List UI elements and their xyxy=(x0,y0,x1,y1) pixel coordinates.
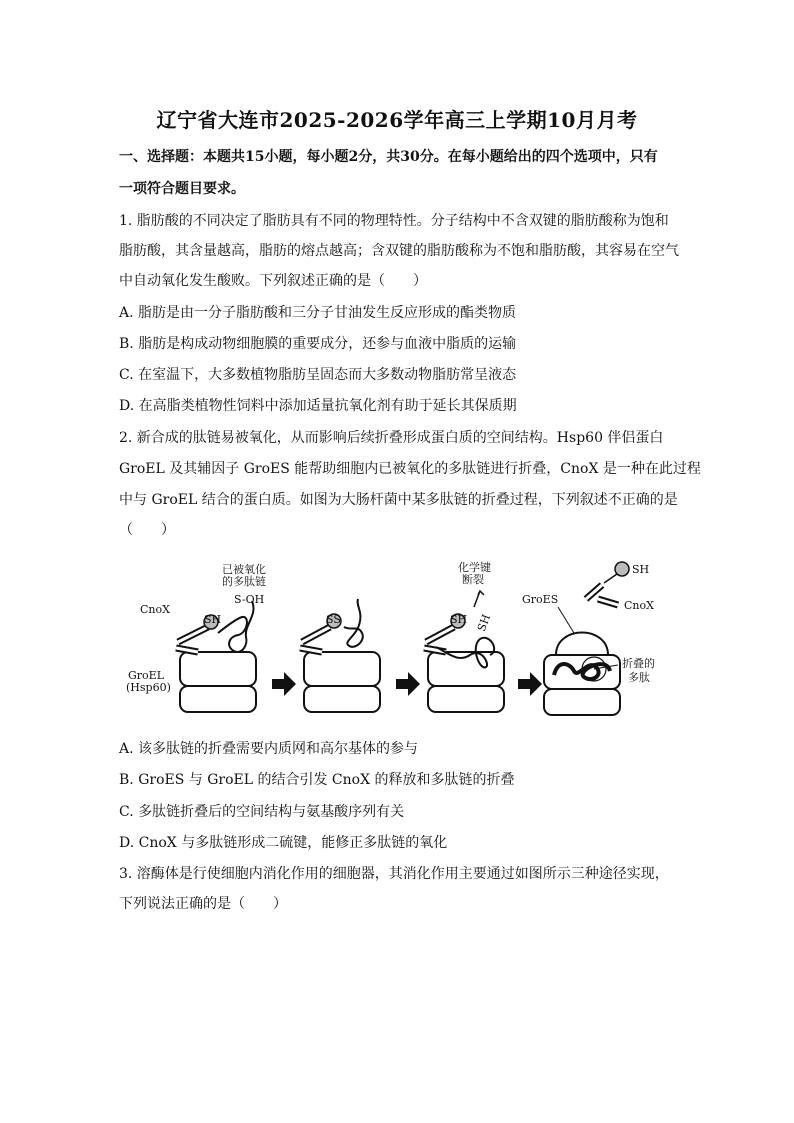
label-ss: SS xyxy=(326,613,341,626)
label-sh-1: SH xyxy=(204,613,222,626)
label-oxidized-1: 已被氧化 xyxy=(222,563,266,576)
arrow-1 xyxy=(272,672,296,696)
q2-option-a: A. 该多肽链的折叠需要内质网和高尔基体的参与 xyxy=(119,741,419,757)
label-cnox-right: CnoX xyxy=(624,599,654,612)
section-header-line-2: 一项符合题目要求。 xyxy=(119,181,245,197)
stage-4 xyxy=(522,562,655,715)
q2-stem-line-2: GroEL 及其辅因子 GroES 能帮助细胞内已被氧化的多肽链进行折叠，CnoX 是一种在此过程 xyxy=(119,461,701,477)
q1-option-b: B. 脂肪是构成动物细胞膜的重要成分，还参与血液中脂质的运输 xyxy=(119,336,517,352)
bond-break-arrow xyxy=(474,591,484,607)
groel-ring-lower xyxy=(180,686,256,712)
label-sh-2: SH xyxy=(450,613,468,626)
section-header-line-1: 一、选择题：本题共15小题，每小题2分，共30分。在每小题给出的四个选项中，只有 xyxy=(119,149,658,165)
label-groel: GroEL xyxy=(128,669,165,682)
label-bond-break-2: 断裂 xyxy=(462,573,484,586)
q1-option-a: A. 脂肪是由一分子脂肪酸和三分子甘油发生反应形成的酯类物质 xyxy=(119,305,517,321)
q1-option-d: D. 在高脂类植物性饲料中添加适量抗氧化剂有助于延长其保质期 xyxy=(119,398,517,414)
label-s-oh: S-OH xyxy=(234,593,265,606)
stage-2 xyxy=(300,599,380,712)
stage-1 xyxy=(126,562,266,712)
groel-ring-upper xyxy=(180,652,256,686)
label-groes: GroES xyxy=(522,593,559,606)
q2-stem-line-4: （ ） xyxy=(119,522,175,538)
groes-cap xyxy=(556,633,608,656)
q1-stem-line-3: 中自动氧化发生酸败。下列叙述正确的是（ ） xyxy=(119,273,427,289)
q2-option-c: C. 多肽链折叠后的空间结构与氨基酸序列有关 xyxy=(119,804,405,820)
q2-stem-line-3: 中与 GroEL 结合的蛋白质。如图为大肠杆菌中某多肽链的折叠过程，下列叙述不正确的是 xyxy=(119,492,678,508)
label-sh-3: SH xyxy=(474,612,494,634)
stage-3 xyxy=(424,560,504,712)
q2-stem-line-1: 2. 新合成的肽链易被氧化，从而影响后续折叠形成蛋白质的空间结构。Hsp60 伴侣蛋白 xyxy=(119,430,664,446)
arrow-3 xyxy=(518,672,542,696)
q1-stem-line-2: 脂肪酸，其含量越高，脂肪的熔点越高；含双键的脂肪酸称为不饱和脂肪酸，其容易在空气 xyxy=(119,243,679,259)
label-folded-2: 多肽 xyxy=(628,671,650,684)
arrow-2 xyxy=(396,672,420,696)
label-hsp60: (Hsp60) xyxy=(126,681,171,694)
q3-stem-line-2: 下列说法正确的是（ ） xyxy=(119,896,287,912)
q2-option-d: D. CnoX 与多肽链形成二硫键，能修正多肽链的氧化 xyxy=(119,835,448,851)
label-bond-break-1: 化学键 xyxy=(458,561,491,574)
label-sh-top: SH xyxy=(632,563,650,576)
q1-option-c: C. 在室温下，大多数植物脂肪呈固态而大多数动物脂肪常呈液态 xyxy=(119,367,517,383)
label-cnox-left: CnoX xyxy=(140,603,170,616)
protein-folding-figure xyxy=(118,555,678,720)
released-cnox-head xyxy=(615,562,629,576)
label-folded-1: 折叠的 xyxy=(622,657,655,670)
page-title: 辽宁省大连市2025-2026学年高三上学期10月月考 xyxy=(156,108,638,132)
q1-stem-line-1: 1. 脂肪酸的不同决定了脂肪具有不同的物理特性。分子结构中不含双键的脂肪酸称为饱和 xyxy=(119,213,669,229)
q2-option-b: B. GroES 与 GroEL 的结合引发 CnoX 的释放和多肽链的折叠 xyxy=(119,772,515,788)
q3-stem-line-1: 3. 溶酶体是行使细胞内消化作用的细胞器，其消化作用主要通过如图所示三种途径实现， xyxy=(119,866,669,882)
oxidized-chain xyxy=(218,601,254,652)
label-oxidized-2: 的多肽链 xyxy=(222,575,266,588)
